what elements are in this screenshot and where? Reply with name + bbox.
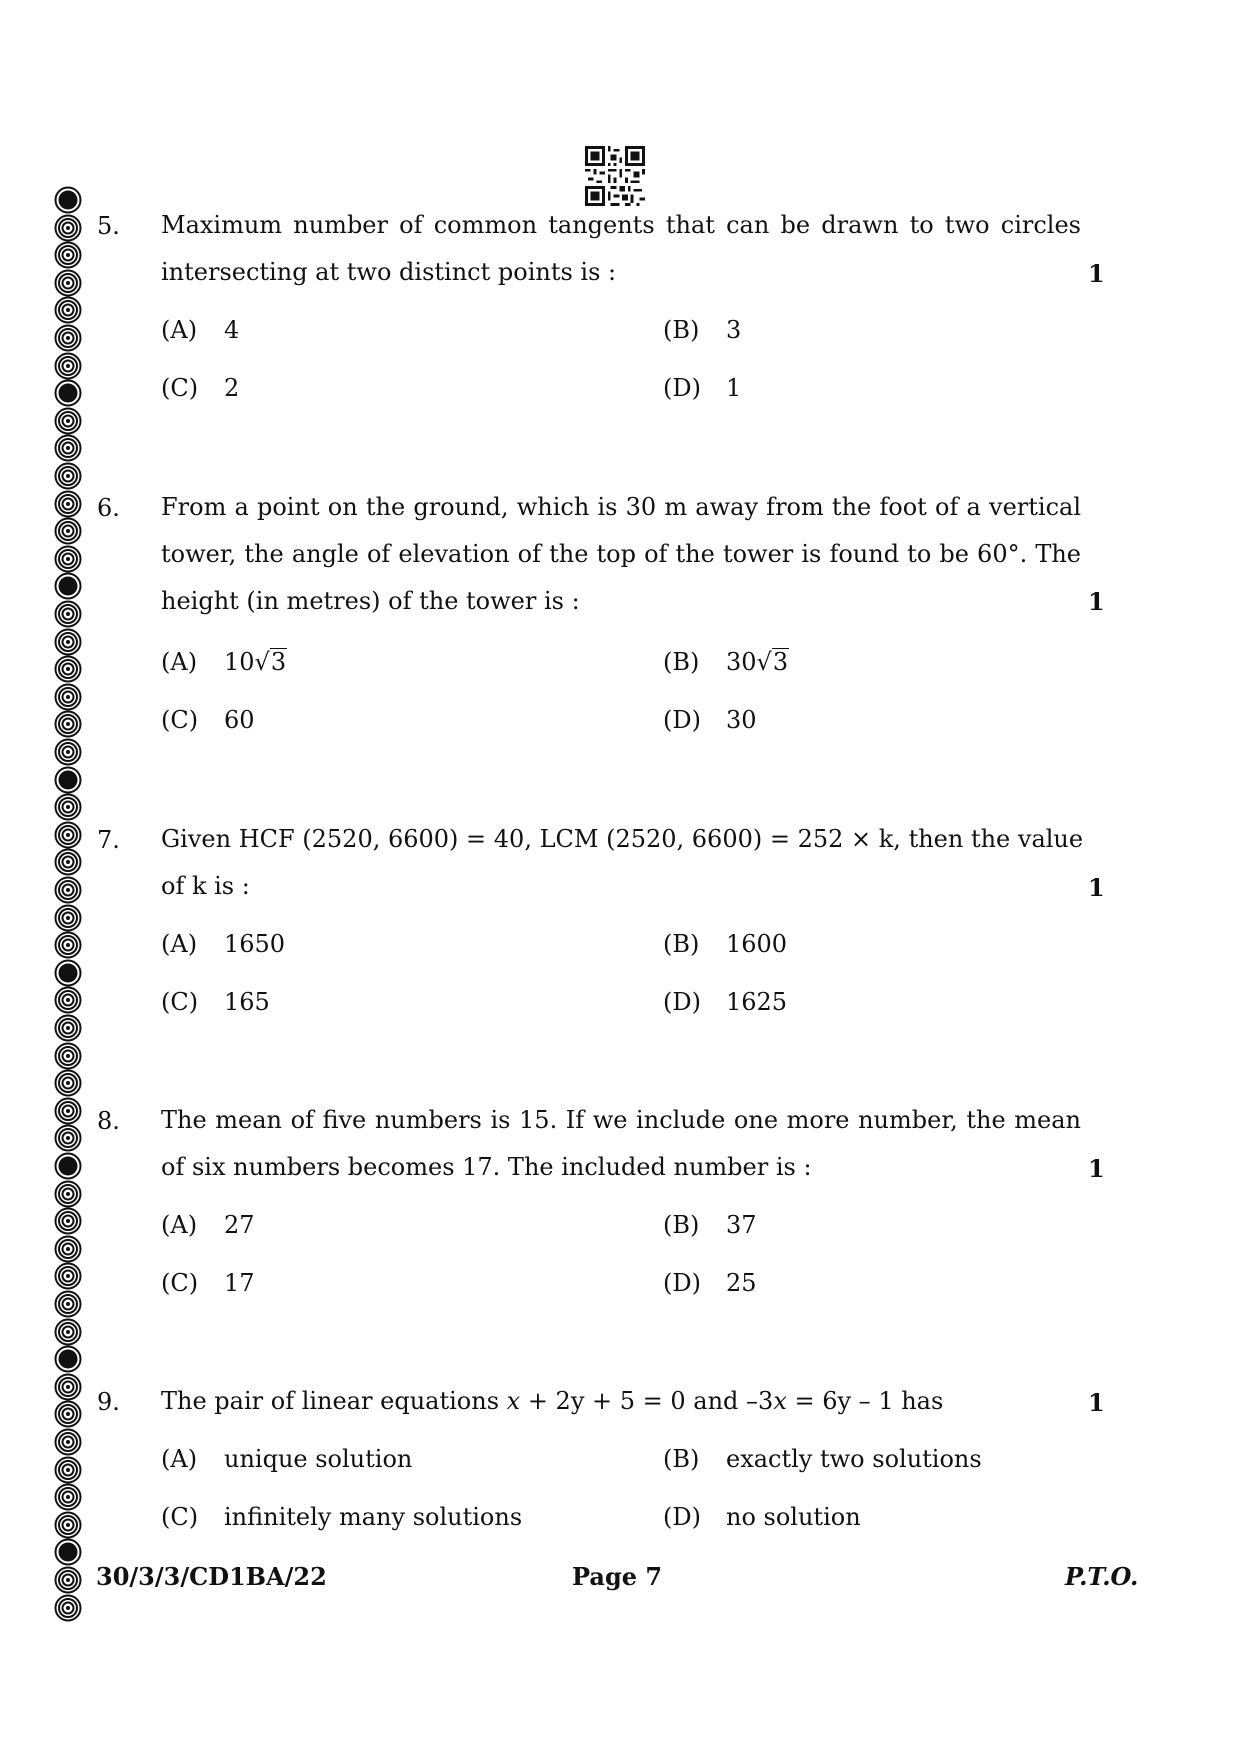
- option-value: unique solution: [224, 1445, 413, 1473]
- option-label: (B): [663, 1211, 700, 1239]
- concentric-circle-mark-icon: [54, 1262, 82, 1290]
- concentric-circle-mark-icon: [54, 738, 82, 766]
- filled-circle-mark-icon: [54, 1345, 82, 1373]
- concentric-circle-mark-icon: [54, 1014, 82, 1042]
- option-label: (B): [663, 648, 700, 676]
- option-value: 25: [726, 1269, 757, 1297]
- option-b: [663, 1211, 757, 1239]
- option-value: infinitely many solutions: [224, 1503, 523, 1531]
- option-a: [161, 1211, 255, 1239]
- page-number: Page 7: [572, 1562, 663, 1591]
- option-b: [663, 1445, 982, 1473]
- concentric-circle-mark-icon: [54, 296, 82, 324]
- concentric-circle-mark-icon: [54, 1235, 82, 1263]
- question-number: 9.: [97, 1388, 120, 1416]
- filled-circle-mark-icon: [54, 1152, 82, 1180]
- concentric-circle-mark-icon: [54, 1483, 82, 1511]
- concentric-circle-mark-icon: [54, 931, 82, 959]
- filled-circle-mark-icon: [54, 379, 82, 407]
- question-number: 6.: [97, 494, 120, 522]
- question-number: 5.: [97, 212, 120, 240]
- question-text-line: of k is :: [161, 872, 250, 900]
- concentric-circle-mark-icon: [54, 1428, 82, 1456]
- option-label: (B): [663, 316, 700, 344]
- option-label: (C): [161, 1269, 199, 1297]
- concentric-circle-mark-icon: [54, 352, 82, 380]
- concentric-circle-mark-icon: [54, 1318, 82, 1346]
- question-text: [161, 816, 1084, 910]
- option-label: (B): [663, 1445, 700, 1473]
- question-number: 8.: [97, 1107, 120, 1135]
- concentric-circle-mark-icon: [54, 1097, 82, 1125]
- option-label: (D): [663, 1503, 701, 1531]
- option-value: exactly two solutions: [726, 1445, 982, 1473]
- option-value: 1600: [726, 930, 788, 958]
- concentric-circle-mark-icon: [54, 904, 82, 932]
- radical-sign-icon: √: [254, 648, 270, 676]
- question-text-line: tower, the angle of elevation of the top of the tower is found to be 60°. The: [161, 540, 1081, 568]
- option-a: [161, 1445, 412, 1473]
- option-a: [161, 316, 239, 344]
- option-d: [663, 374, 741, 402]
- option-c: [161, 706, 255, 734]
- concentric-circle-mark-icon: [54, 1566, 82, 1594]
- option-d: [663, 988, 787, 1016]
- concentric-circle-mark-icon: [54, 628, 82, 656]
- concentric-circle-mark-icon: [54, 324, 82, 352]
- option-value: no solution: [726, 1503, 861, 1531]
- concentric-circle-mark-icon: [54, 710, 82, 738]
- paper-code: 30/3/3/CD1BA/22: [96, 1562, 327, 1591]
- filled-circle-mark-icon: [54, 959, 82, 987]
- question-text-line: Maximum number of common tangents that can be drawn to two circles: [161, 211, 1081, 239]
- question-text-line: intersecting at two distinct points is :: [161, 258, 617, 286]
- option-label: (A): [161, 1211, 198, 1239]
- question-number: 7.: [97, 826, 120, 854]
- option-label: (A): [161, 648, 198, 676]
- option-label: (A): [161, 316, 198, 344]
- concentric-circle-mark-icon: [54, 1456, 82, 1484]
- concentric-circle-mark-icon: [54, 793, 82, 821]
- option-c: [161, 1503, 522, 1531]
- question-text-line: Given HCF (2520, 6600) = 40, LCM (2520, 6600) = 252 × k, then the value: [161, 825, 1084, 853]
- question-text-line: The mean of five numbers is 15. If we include one more number, the mean: [161, 1106, 1081, 1134]
- concentric-circle-mark-icon: [54, 1042, 82, 1070]
- marks-value: 1: [1088, 259, 1105, 288]
- marks-value: 1: [1088, 587, 1105, 616]
- concentric-circle-mark-icon: [54, 986, 82, 1014]
- option-label: (D): [663, 1269, 701, 1297]
- option-label: (C): [161, 1503, 199, 1531]
- concentric-circle-mark-icon: [54, 490, 82, 518]
- concentric-circle-mark-icon: [54, 462, 82, 490]
- concentric-circle-mark-icon: [54, 269, 82, 297]
- filled-circle-mark-icon: [54, 186, 82, 214]
- option-label: (A): [161, 930, 198, 958]
- option-value: 1650: [224, 930, 286, 958]
- radicand: 3: [270, 648, 287, 676]
- concentric-circle-mark-icon: [54, 407, 82, 435]
- option-label: (B): [663, 930, 700, 958]
- question-text: [161, 1378, 1081, 1425]
- please-turn-over: P.T.O.: [1065, 1562, 1139, 1591]
- concentric-circle-mark-icon: [54, 1207, 82, 1235]
- option-value: 165: [224, 988, 270, 1016]
- option-c: [161, 988, 270, 1016]
- filled-circle-mark-icon: [54, 1538, 82, 1566]
- option-b: [663, 316, 741, 344]
- option-d: [663, 1503, 861, 1531]
- concentric-circle-mark-icon: [54, 1069, 82, 1097]
- filled-circle-mark-icon: [54, 572, 82, 600]
- option-label: (D): [663, 988, 701, 1016]
- concentric-circle-mark-icon: [54, 1594, 82, 1622]
- question-text-line: [161, 1378, 1081, 1425]
- option-value: 1: [726, 374, 742, 402]
- radical-sign-icon: √: [756, 648, 772, 676]
- option-value: 2: [224, 374, 240, 402]
- question-text: [161, 202, 1081, 296]
- variable-x: x: [773, 1387, 787, 1415]
- option-value: 60: [224, 706, 255, 734]
- question-text: [161, 1097, 1081, 1191]
- option-c: [161, 1269, 255, 1297]
- concentric-circle-mark-icon: [54, 434, 82, 462]
- concentric-circle-mark-icon: [54, 517, 82, 545]
- option-value: 17: [224, 1269, 255, 1297]
- option-value: 27: [224, 1211, 255, 1239]
- concentric-circle-mark-icon: [54, 1180, 82, 1208]
- concentric-circle-mark-icon: [54, 241, 82, 269]
- equation-text: The pair of linear equations: [161, 1387, 507, 1415]
- option-value: 4: [224, 316, 240, 344]
- concentric-circle-mark-icon: [54, 600, 82, 628]
- concentric-circle-mark-icon: [54, 545, 82, 573]
- concentric-circle-mark-icon: [54, 876, 82, 904]
- option-label: (A): [161, 1445, 198, 1473]
- marks-value: 1: [1088, 1154, 1105, 1183]
- question-text: [161, 484, 1081, 625]
- option-value: 3: [726, 316, 742, 344]
- equation-text: = 6y – 1 has: [786, 1387, 944, 1415]
- option-value: 1625: [726, 988, 788, 1016]
- concentric-circle-mark-icon: [54, 1511, 82, 1539]
- option-a: [161, 930, 285, 958]
- option-a: [161, 648, 287, 676]
- marks-value: 1: [1088, 1388, 1105, 1417]
- option-c: [161, 374, 239, 402]
- option-coefficient: 30: [726, 648, 757, 676]
- square-root: [757, 648, 790, 676]
- square-root: [255, 648, 288, 676]
- concentric-circle-mark-icon: [54, 848, 82, 876]
- concentric-circle-mark-icon: [54, 1400, 82, 1428]
- option-label: (C): [161, 988, 199, 1016]
- question-text-line: height (in metres) of the tower is :: [161, 587, 580, 615]
- variable-x: x: [506, 1387, 521, 1415]
- option-label: (C): [161, 706, 199, 734]
- option-d: [663, 706, 757, 734]
- option-label: (D): [663, 706, 701, 734]
- margin-registration-marks: [52, 186, 86, 1616]
- concentric-circle-mark-icon: [54, 655, 82, 683]
- marks-value: 1: [1088, 873, 1105, 902]
- concentric-circle-mark-icon: [54, 1290, 82, 1318]
- concentric-circle-mark-icon: [54, 1373, 82, 1401]
- filled-circle-mark-icon: [54, 766, 82, 794]
- question-text-line: From a point on the ground, which is 30 m away from the foot of a vertical: [161, 493, 1081, 521]
- equation-text: + 2y + 5 = 0 and –3: [520, 1387, 774, 1415]
- concentric-circle-mark-icon: [54, 1124, 82, 1152]
- question-text-line: of six numbers becomes 17. The included number is :: [161, 1153, 812, 1181]
- option-label: (D): [663, 374, 701, 402]
- qr-code-icon: [585, 146, 645, 206]
- option-b: [663, 930, 787, 958]
- option-value: 30: [726, 706, 757, 734]
- option-d: [663, 1269, 757, 1297]
- option-label: (C): [161, 374, 199, 402]
- radicand: 3: [772, 648, 789, 676]
- option-coefficient: 10: [224, 648, 255, 676]
- option-b: [663, 648, 789, 676]
- option-value: 37: [726, 1211, 757, 1239]
- concentric-circle-mark-icon: [54, 214, 82, 242]
- concentric-circle-mark-icon: [54, 821, 82, 849]
- concentric-circle-mark-icon: [54, 683, 82, 711]
